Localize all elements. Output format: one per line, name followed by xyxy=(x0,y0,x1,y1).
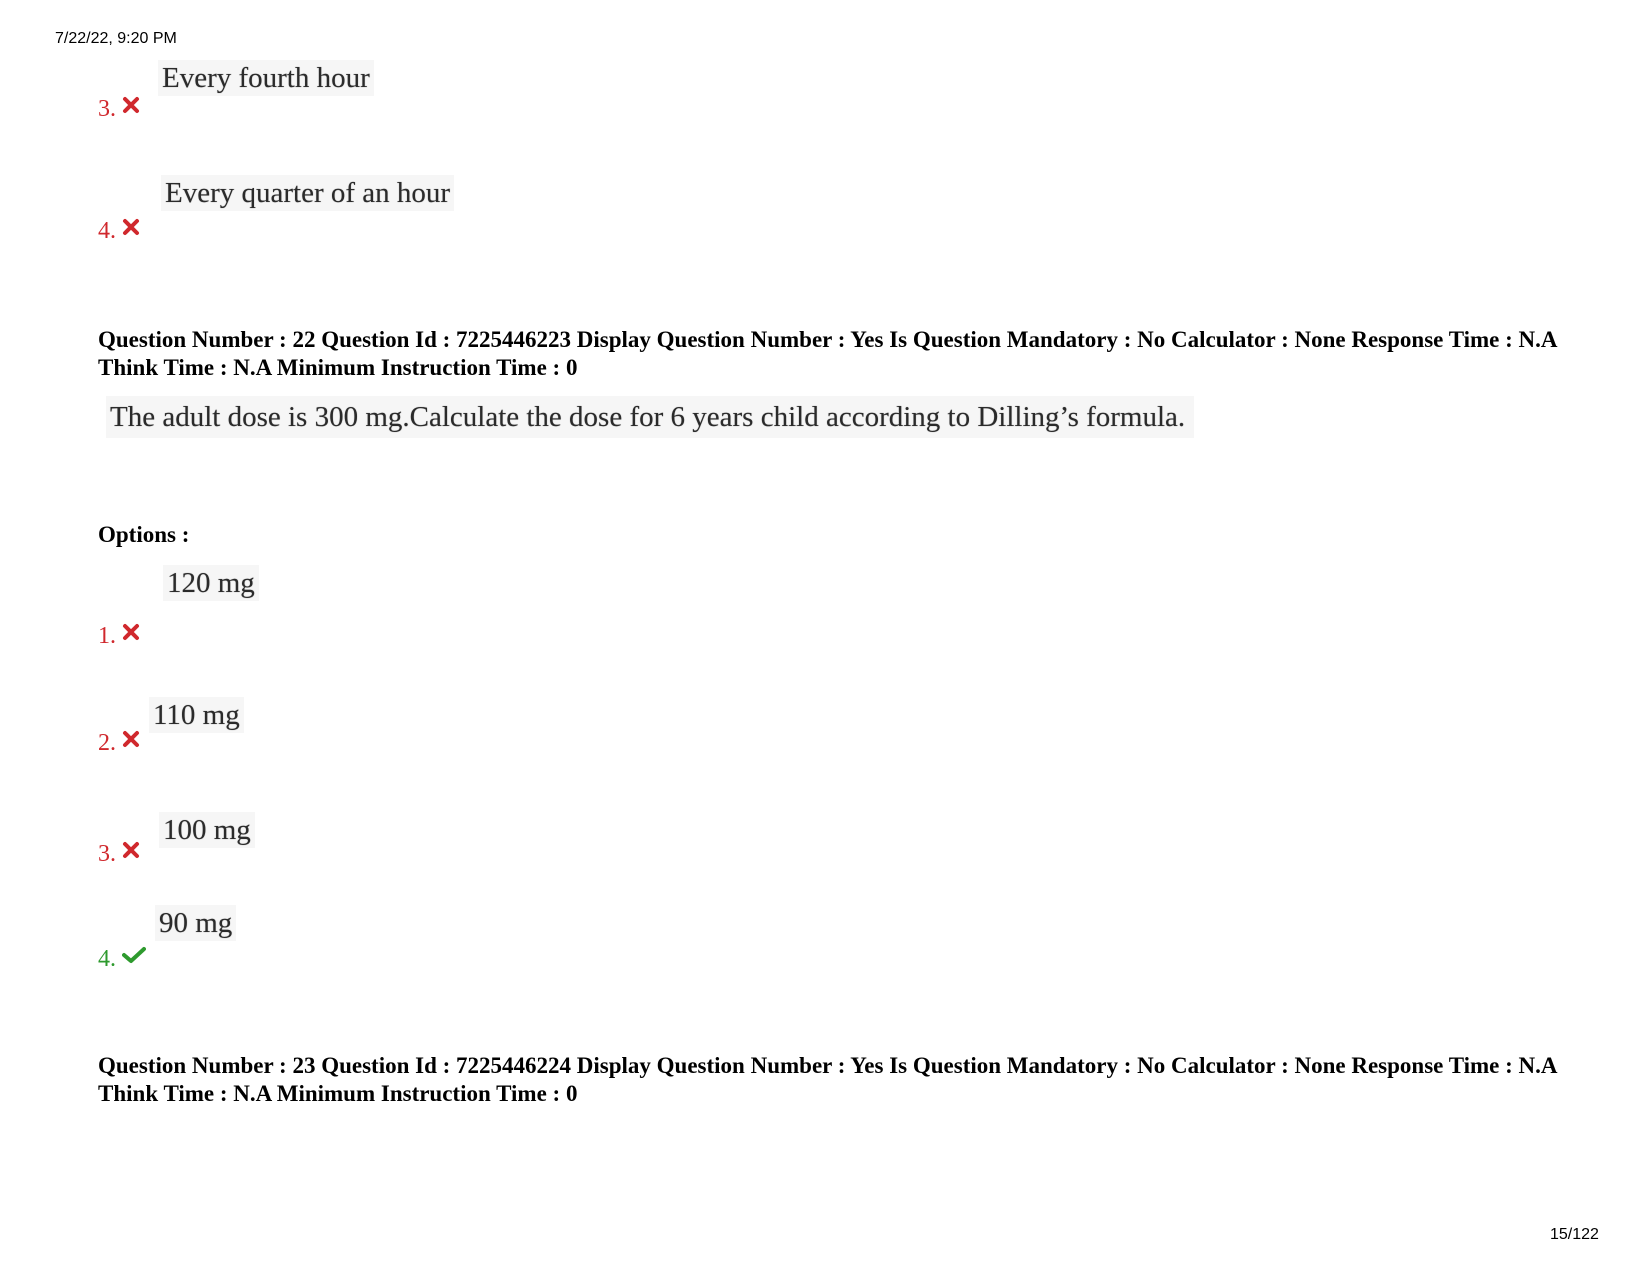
cross-icon xyxy=(122,730,140,748)
cross-icon xyxy=(122,218,140,236)
print-timestamp: 7/22/22, 9:20 PM xyxy=(55,30,177,47)
option-number xyxy=(98,946,146,973)
cross-icon xyxy=(122,96,140,114)
option-text: Every quarter of an hour xyxy=(161,175,454,211)
option-number xyxy=(98,730,140,757)
question-meta: Question Number : 22 Question Id : 7225446223 Display Question Number : Yes Is Question Mandatory : No Calculator : None Response Time : N.A Think Time : N.A Minimum Instruction Time : 0 xyxy=(98,327,1557,380)
option-number-label: 1. xyxy=(98,623,116,649)
option-number xyxy=(98,841,140,868)
page-number: 15/122 xyxy=(1550,1226,1599,1243)
option-number-label: 4. xyxy=(98,218,116,244)
option-text: 110 mg xyxy=(149,697,244,733)
option-number-label: 3. xyxy=(98,841,116,867)
options-label: Options : xyxy=(98,522,190,547)
option-number-label: 2. xyxy=(98,730,116,756)
option-number xyxy=(98,623,140,650)
question-text: The adult dose is 300 mg.Calculate the dose for 6 years child according to Dilling’s formula. xyxy=(106,396,1194,438)
option-number-label: 4. xyxy=(98,946,116,972)
cross-icon xyxy=(122,623,140,641)
option-number xyxy=(98,96,140,123)
option-text: 90 mg xyxy=(155,905,236,941)
cross-icon xyxy=(122,841,140,859)
option-text: 100 mg xyxy=(159,812,255,848)
question-meta: Question Number : 23 Question Id : 7225446224 Display Question Number : Yes Is Question Mandatory : No Calculator : None Response Time : N.A Think Time : N.A Minimum Instruction Time : 0 xyxy=(98,1053,1557,1106)
option-number xyxy=(98,218,140,245)
check-icon xyxy=(122,946,146,964)
option-text: Every fourth hour xyxy=(158,60,374,96)
option-number-label: 3. xyxy=(98,96,116,122)
option-text: 120 mg xyxy=(163,565,259,601)
